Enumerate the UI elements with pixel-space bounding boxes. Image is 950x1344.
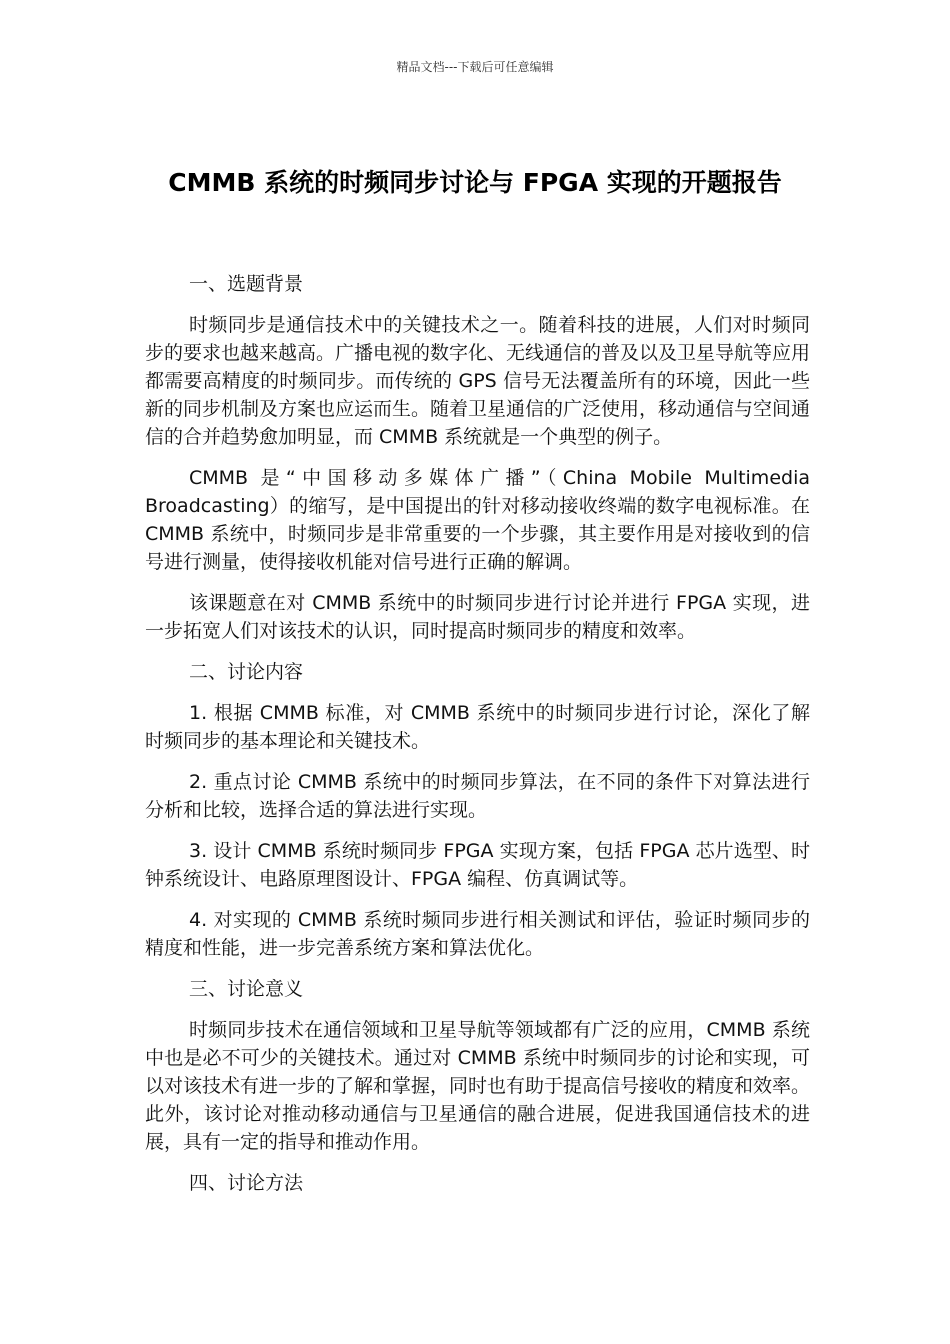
paragraph-background-1: 时频同步是通信技术中的关键技术之一。随着科技的进展，人们对时频同步的要求也越来越高。广播电视的数字化、无线通信的普及以及卫星导航等应用都需要高精度的时频同步。而传统的 GPS 信号无法覆盖所有的环境，因此一些新的同步机制及方案也应运而生。随着卫星通信的广泛使用，移动通信与空间通信的合并趋势愈加明显，而 CMMB 系统就是一个典型的例子。: [145, 314, 811, 448]
content-item-3: 3. 设计 CMMB 系统时频同步 FPGA 实现方案，包括 FPGA 芯片选型、时钟系统设计、电路原理图设计、FPGA 编程、仿真调试等。: [145, 840, 810, 890]
section-heading-content: 二、讨论内容: [189, 661, 304, 683]
paragraph-background-2: CMMB 是“中国移动多媒体广播”（China Mobile Multimedia Broadcasting）的缩写，是中国提出的针对移动接收终端的数字电视标准。在 CMMB 系统中，时频同步是非常重要的一个步骤，其主要作用是对接收到的信号进行测量，使得接收机能对信号进行正确的解调。: [145, 467, 810, 573]
header-watermark: 精品文档---下载后可任意编辑: [396, 60, 554, 74]
section-heading-background: 一、选题背景: [189, 273, 304, 295]
document-title: CMMB 系统的时频同步讨论与 FPGA 实现的开题报告: [168, 167, 782, 197]
section-heading-significance: 三、讨论意义: [189, 978, 304, 1000]
section-heading-methods: 四、讨论方法: [189, 1172, 304, 1194]
document-body: [145, 270, 810, 1210]
content-item-1: 1. 根据 CMMB 标准，对 CMMB 系统中的时频同步进行讨论，深化了解时频同步的基本理论和关键技术。: [145, 702, 810, 752]
paragraph-significance: 时频同步技术在通信领域和卫星导航等领域都有广泛的应用，CMMB 系统中也是必不可少的关键技术。通过对 CMMB 系统中时频同步的讨论和实现，可以对该技术有进一步的了解和掌握，同时也有助于提高信号接收的精度和效率。此外，该讨论对推动移动通信与卫星通信的融合进展，促进我国通信技术的进展，具有一定的指导和推动作用。: [145, 1019, 811, 1153]
content-item-4: 4. 对实现的 CMMB 系统时频同步进行相关测试和评估，验证时频同步的精度和性能，进一步完善系统方案和算法优化。: [145, 909, 810, 959]
paragraph-background-3: 该课题意在对 CMMB 系统中的时频同步进行讨论并进行 FPGA 实现，进一步拓宽人们对该技术的认识，同时提高时频同步的精度和效率。: [145, 592, 810, 642]
content-item-2: 2. 重点讨论 CMMB 系统中的时频同步算法，在不同的条件下对算法进行分析和比较，选择合适的算法进行实现。: [145, 771, 810, 821]
